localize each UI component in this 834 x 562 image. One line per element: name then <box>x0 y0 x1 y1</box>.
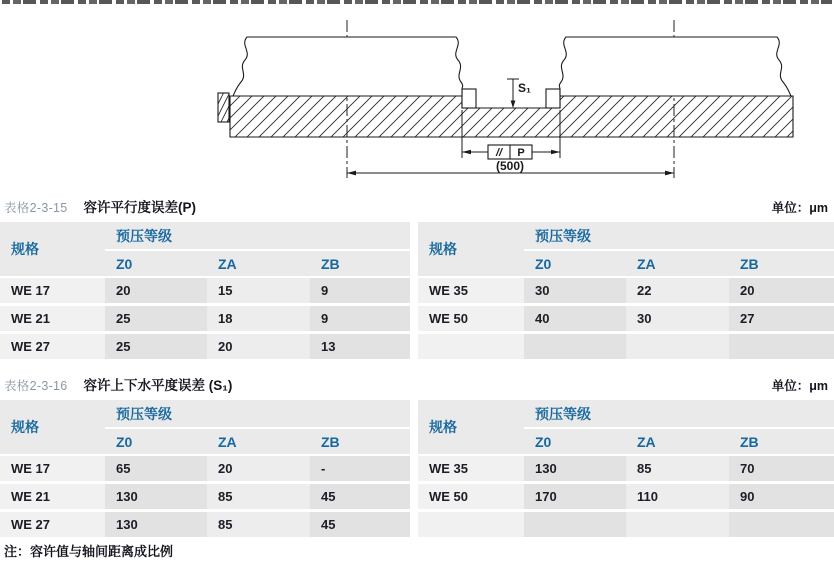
fcf-parallel-symbol: // <box>495 147 503 159</box>
grade-columns <box>105 429 410 454</box>
value-cell <box>626 512 729 537</box>
value-cell: 85 <box>207 484 310 509</box>
value-cell: 110 <box>626 484 729 509</box>
grade-columns <box>105 251 410 276</box>
grade-col-zb: ZB <box>740 433 759 450</box>
spec-cell: WE 27 <box>0 334 105 359</box>
grade-col-za: ZA <box>637 433 656 450</box>
value-cell: 27 <box>729 306 834 331</box>
value-cell <box>524 512 626 537</box>
value-cell: 30 <box>524 278 626 303</box>
grade-col-za: ZA <box>218 433 237 450</box>
table-row-empty <box>418 512 834 537</box>
table-row <box>0 456 410 481</box>
table-row <box>0 334 410 359</box>
center-dim-arrow-left <box>347 171 356 176</box>
spec-cell: WE 21 <box>0 484 105 509</box>
table-tag: 表格2-3-15 <box>4 201 68 215</box>
table-row <box>0 278 410 303</box>
rail-parallelism-diagram <box>0 0 834 190</box>
table-header <box>418 400 834 454</box>
rail-left <box>233 37 463 96</box>
table-header <box>418 222 834 276</box>
spec-column-header: 规格 <box>11 419 39 435</box>
table-row <box>418 306 834 331</box>
preload-header-group <box>524 400 834 454</box>
table-title: 容许平行度误差(P) <box>83 200 197 215</box>
value-cell: 13 <box>310 334 410 359</box>
s1-label: S₁ <box>518 81 531 95</box>
value-cell: 90 <box>729 484 834 509</box>
table-2-3-16-titlebar <box>4 374 828 394</box>
value-cell: 170 <box>524 484 626 509</box>
value-cell: 20 <box>207 334 310 359</box>
value-cell <box>729 512 834 537</box>
table-title: 容许上下水平度误差 (S₁) <box>83 378 233 393</box>
table-row <box>0 306 410 331</box>
spec-cell <box>418 512 524 537</box>
spec-cell: WE 50 <box>418 484 524 509</box>
spec-column-header: 规格 <box>429 241 457 257</box>
grade-col-z0: Z0 <box>116 433 133 450</box>
table-2-3-16-left <box>0 400 410 537</box>
unit-label: 单位：μm <box>771 379 828 393</box>
table-2-3-16-right <box>418 400 834 537</box>
fcf-datum-label: P <box>517 147 525 159</box>
table-tag: 表格2-3-16 <box>4 379 68 393</box>
table-header <box>0 222 410 276</box>
value-cell: 9 <box>310 306 410 331</box>
spec-cell: WE 17 <box>0 278 105 303</box>
spec-cell <box>418 334 524 359</box>
value-cell: 25 <box>105 334 207 359</box>
table-2-3-15-titlebar <box>4 196 828 216</box>
spec-cell: WE 27 <box>0 512 105 537</box>
table-row <box>418 484 834 509</box>
footnote: 注：容许值与轴间距离成比例 <box>4 544 174 559</box>
value-cell: 65 <box>105 456 207 481</box>
spec-cell: WE 21 <box>0 306 105 331</box>
end-stop-block <box>218 93 229 122</box>
value-cell <box>524 334 626 359</box>
preload-grade-header: 预压等级 <box>105 222 410 251</box>
table-header <box>0 400 410 454</box>
dimension-500-label: (500) <box>495 159 525 173</box>
value-cell: 22 <box>626 278 729 303</box>
value-cell: 25 <box>105 306 207 331</box>
value-cell: - <box>310 456 410 481</box>
value-cell: 45 <box>310 512 410 537</box>
value-cell <box>626 334 729 359</box>
value-cell: 18 <box>207 306 310 331</box>
grade-col-z0: Z0 <box>535 433 552 450</box>
spec-column-header: 规格 <box>11 241 39 257</box>
unit-label: 单位：μm <box>771 201 828 215</box>
value-cell: 20 <box>729 278 834 303</box>
grade-columns <box>524 251 834 276</box>
value-cell: 85 <box>626 456 729 481</box>
spec-cell: WE 50 <box>418 306 524 331</box>
s1-arrowhead <box>511 101 516 109</box>
grade-col-z0: Z0 <box>116 255 133 272</box>
value-cell: 130 <box>524 456 626 481</box>
value-cell: 30 <box>626 306 729 331</box>
grade-col-zb: ZB <box>740 255 759 272</box>
value-cell: 20 <box>105 278 207 303</box>
value-cell: 70 <box>729 456 834 481</box>
table-row <box>0 484 410 509</box>
table-row <box>418 456 834 481</box>
value-cell: 20 <box>207 456 310 481</box>
table-row <box>418 278 834 303</box>
table-row-empty <box>418 334 834 359</box>
grade-columns <box>524 429 834 454</box>
spec-column-header: 规格 <box>429 419 457 435</box>
value-cell: 15 <box>207 278 310 303</box>
fcf-arrow-left <box>462 150 471 154</box>
spec-cell: WE 35 <box>418 456 524 481</box>
grade-col-zb: ZB <box>321 255 340 272</box>
center-dim-arrow-right <box>665 171 674 176</box>
value-cell: 130 <box>105 484 207 509</box>
recess-lip-right <box>546 89 560 108</box>
grade-col-zb: ZB <box>321 433 340 450</box>
table-row <box>0 512 410 537</box>
value-cell: 40 <box>524 306 626 331</box>
recess-lip-left <box>462 89 476 108</box>
spec-cell: WE 17 <box>0 456 105 481</box>
spec-cell: WE 35 <box>418 278 524 303</box>
preload-grade-header: 预压等级 <box>105 400 410 429</box>
rail-right <box>559 37 791 96</box>
value-cell: 85 <box>207 512 310 537</box>
value-cell: 9 <box>310 278 410 303</box>
fcf-arrow-right <box>551 150 560 154</box>
preload-header-group <box>105 400 410 454</box>
value-cell <box>729 334 834 359</box>
grade-col-za: ZA <box>218 255 237 272</box>
preload-header-group <box>524 222 834 276</box>
value-cell: 130 <box>105 512 207 537</box>
table-2-3-15-left <box>0 222 410 359</box>
preload-grade-header: 预压等级 <box>524 400 834 429</box>
grade-col-z0: Z0 <box>535 255 552 272</box>
preload-header-group <box>105 222 410 276</box>
preload-grade-header: 预压等级 <box>524 222 834 251</box>
value-cell: 45 <box>310 484 410 509</box>
table-2-3-15-right <box>418 222 834 359</box>
grade-col-za: ZA <box>637 255 656 272</box>
